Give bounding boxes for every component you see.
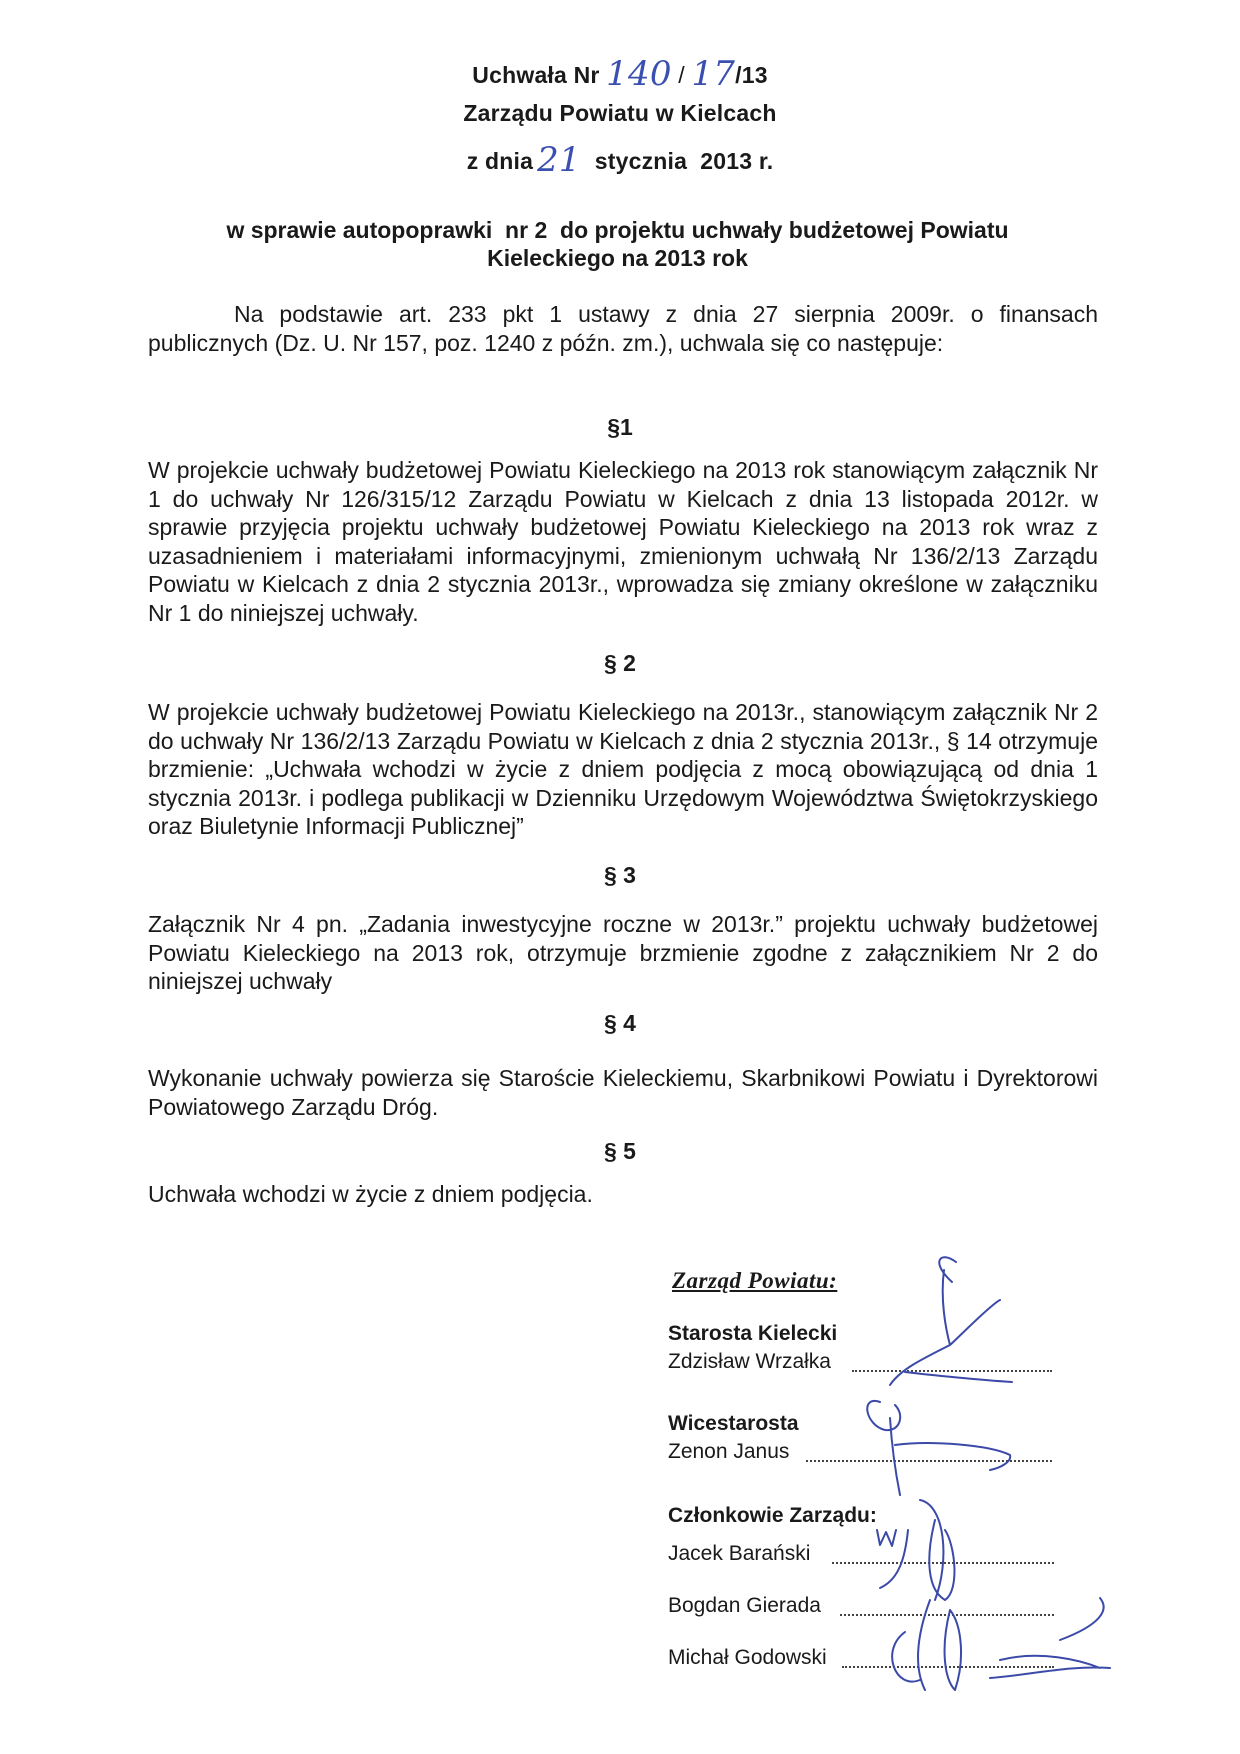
section-2-text: W projekcie uchwały budżetowej Powiatu Kieleckiego na 2013r., stanowiącym załącznik Nr 2 do uchwały Nr 136/2/13 Zarządu Powiatu w Kielcach z dnia 2 stycznia 2013r., § 14 otrzymuje brzmienie: „Uchwała wchodzi w życie z dniem podjęcia z mocą obowiązującą od dnia 1 stycznia 2013r. i podlega publikacji w Dzienniku Urzędowym Województwa Świętokrzyskiego oraz Biuletynie Informacji Publicznej” [148,699,1098,839]
resolution-date-line [0,138,1240,178]
section-4-mark: § 4 [604,1010,636,1036]
signature-gierada [918,1598,1104,1690]
member-1-signature-line [832,1562,1054,1564]
wicestarosta-signature-line [806,1460,1052,1462]
member-2-signature-line [840,1614,1054,1616]
date-suffix: stycznia 2013 r. [594,148,774,174]
section-4-body [148,1064,1098,1121]
section-1-text: W projekcie uchwały budżetowej Powiatu Kieleckiego na 2013 rok stanowiącym załącznik Nr 1 do uchwały Nr 126/315/12 Zarządu Powiatu w Kielcach z dnia 13 listopada 2012r. w sprawie przyjęcia projektu uchwały budżetowej Powiatu Kieleckiego na 2013 rok wraz z uzasadnieniem i materiałami informacyjnymi, zmienionym uchwałą Nr 136/2/13 Zarządu Powiatu w Kielcach z dnia 2 stycznia 2013r., wprowadza się zmiany określone w załączniku Nr 1 do niniejszej uchwały. [148,457,1098,626]
starosta-name: Zdzisław Wrzałka [668,1350,831,1373]
member-2-name: Bogdan Gierada [668,1594,821,1617]
legal-basis-paragraph [148,300,1098,357]
number-separator: / [678,62,685,88]
handwritten-number-b: 17 [691,54,736,94]
section-3-body [148,910,1098,996]
section-5-text: Uchwała wchodzi w życie z dniem podjęcia. [148,1181,593,1207]
starosta-role: Starosta Kielecki [668,1322,838,1345]
subject-line-1: w sprawie autopoprawki nr 2 do projektu uchwały budżetowej Powiatu [226,217,1009,243]
signature-wicestarosta [867,1401,1010,1495]
section-4-text: Wykonanie uchwały powierza się Staroście Kieleckiemu, Skarbnikowi Powiatu i Dyrektorowi Powiatowego Zarządu Dróg. [148,1065,1098,1120]
starosta-signature-line [852,1370,1052,1372]
members-role: Członkowie Zarządu: [668,1504,877,1527]
section-1-mark: §1 [607,414,633,440]
handwritten-number-a: 140 [606,54,672,94]
number-suffix: /13 [735,62,768,88]
member-3-signature-line [842,1666,1054,1668]
legal-basis-text: Na podstawie art. 233 pkt 1 ustawy z dnia 27 sierpnia 2009r. o finansach publicznych (Dz. U. Nr 157, poz. 1240 z późn. zm.), uchwala się co następuje: [148,301,1098,356]
subject-line-2: Kieleckiego na 2013 rok [487,245,748,271]
resolution-label: Uchwała Nr [472,62,600,88]
wicestarosta-name: Zenon Janus [668,1440,790,1463]
board-title: Zarząd Powiatu: [672,1268,838,1293]
resolution-subject [150,216,1085,272]
section-3-text: Załącznik Nr 4 pn. „Zadania inwestycyjne roczne w 2013r.” projektu uchwały budżetowej Powiatu Kieleckiego na 2013 rok, otrzymuje brzmienie zgodne z załącznikiem Nr 2 do niniejszej uchwały [148,911,1098,994]
issuing-body: Zarządu Powiatu w Kielcach [463,100,777,126]
section-5-body [148,1180,1098,1209]
signature-starosta [890,1257,1012,1385]
member-3-name: Michał Godowski [668,1646,827,1669]
handwritten-day: 21 [537,140,581,180]
signature-baranski [877,1500,954,1600]
section-5-mark: § 5 [604,1138,636,1164]
resolution-number-line [0,52,1240,92]
wicestarosta-role: Wicestarosta [668,1412,799,1435]
section-3-mark: § 3 [604,862,636,888]
section-2-mark: § 2 [604,650,636,676]
section-2-body [148,698,1098,841]
date-prefix: z dnia [466,148,534,174]
section-1-body [148,456,1098,627]
member-1-name: Jacek Barański [668,1542,811,1565]
signature-godowski [892,1632,1110,1682]
